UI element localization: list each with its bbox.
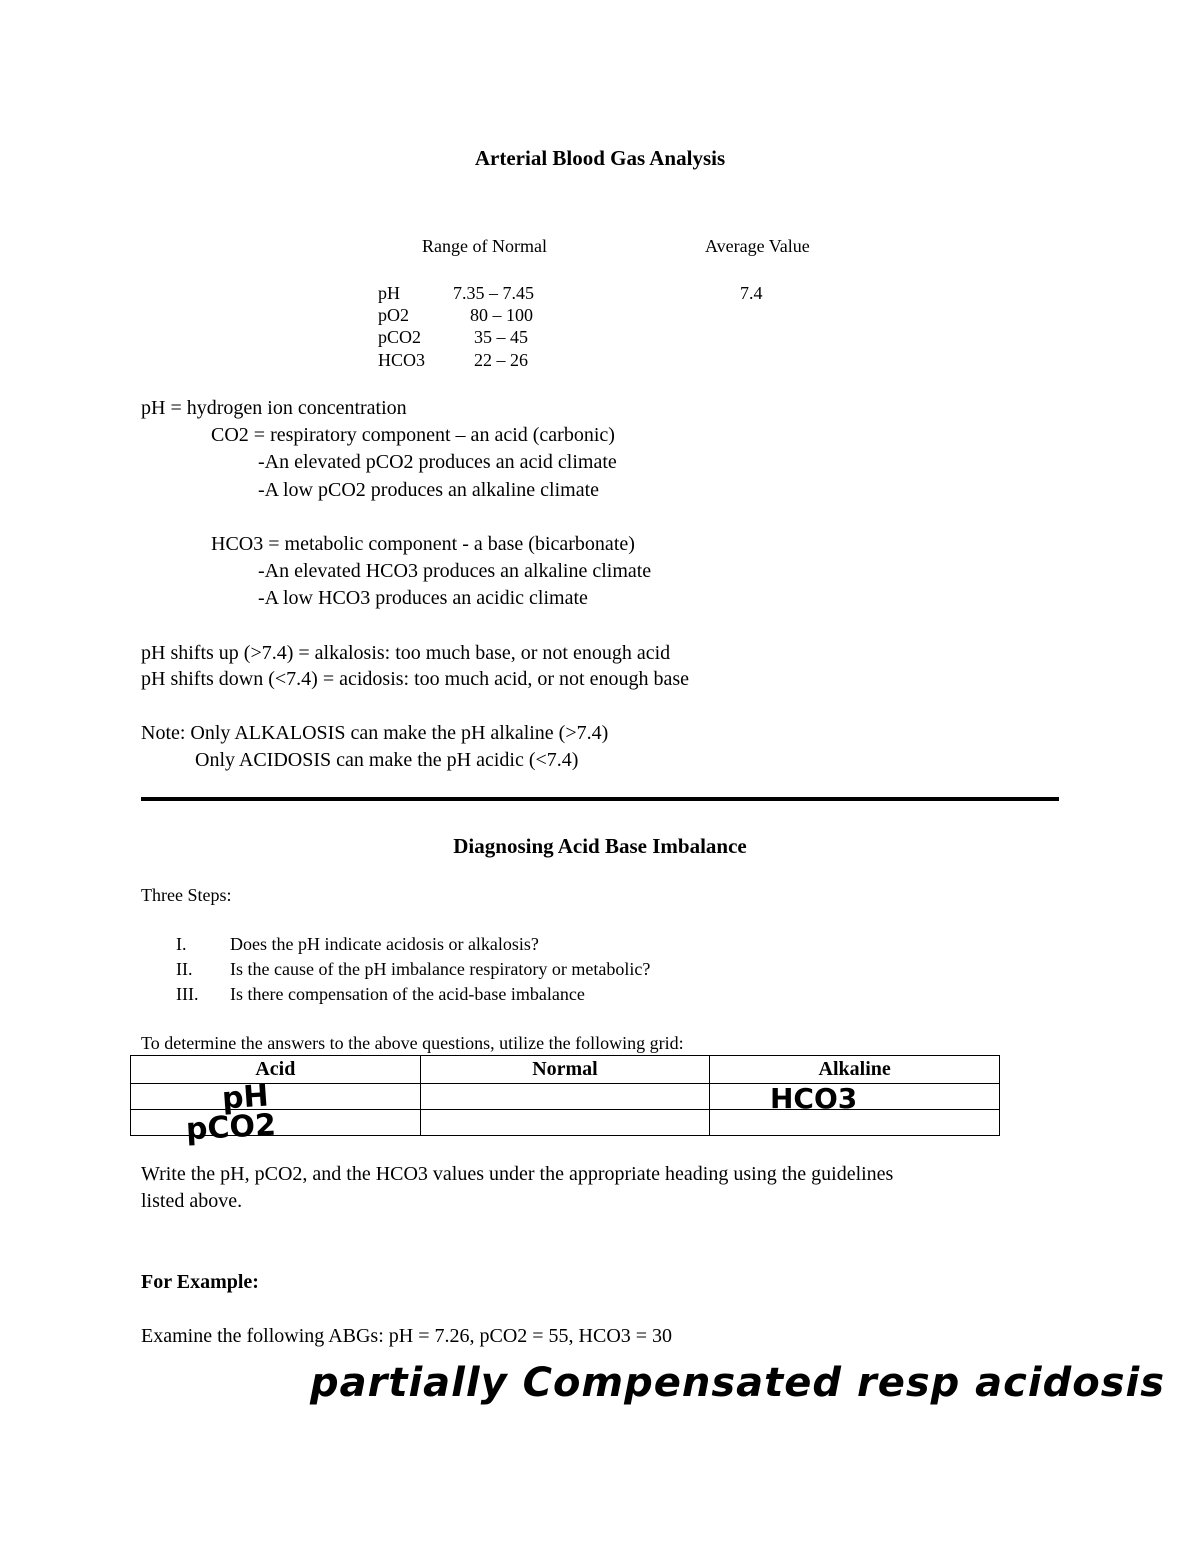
step-text: Does the pH indicate acidosis or alkalosis?	[230, 934, 539, 954]
grid-header-acid: Acid	[131, 1056, 421, 1084]
range-value: 35 – 45	[474, 327, 528, 347]
step-number: II.	[176, 959, 193, 979]
ph-definition: pH = hydrogen ion concentration	[141, 397, 407, 419]
range-label: pO2	[378, 305, 409, 325]
range-value: 7.35 – 7.45	[453, 283, 534, 303]
range-label: HCO3	[378, 350, 426, 370]
section-title: Diagnosing Acid Base Imbalance	[453, 834, 747, 858]
shift-up-note: pH shifts up (>7.4) = alkalosis: too much base, or not enough acid	[141, 642, 671, 664]
range-label: pCO2	[378, 327, 422, 347]
average-value: 7.4	[740, 283, 763, 303]
note-acidosis: Only ACIDOSIS can make the pH acidic (<7.4)	[195, 749, 579, 771]
handwritten-pco2: pCO2	[185, 1107, 277, 1148]
example-label: For Example:	[141, 1271, 259, 1293]
instruction-line: Write the pH, pCO2, and the HCO3 values under the appropriate heading using the guidelines	[141, 1163, 894, 1185]
page-title: Arterial Blood Gas Analysis	[474, 146, 726, 170]
co2-high-note: -An elevated pCO2 produces an acid climate	[258, 451, 617, 473]
co2-definition: CO2 = respiratory component – an acid (carbonic)	[211, 424, 615, 446]
grid-header-normal: Normal	[420, 1056, 710, 1084]
instruction-line: listed above.	[141, 1190, 243, 1212]
grid-cell	[131, 1084, 421, 1110]
range-value: 22 – 26	[474, 350, 528, 370]
step-text: Is there compensation of the acid-base imbalance	[230, 984, 585, 1004]
co2-low-note: -A low pCO2 produces an alkaline climate	[258, 479, 600, 501]
steps-label: Three Steps:	[141, 885, 232, 905]
handwritten-answer: partially Compensated resp acidosis	[310, 1360, 1166, 1406]
hco3-low-note: -A low HCO3 produces an acidic climate	[258, 587, 588, 609]
range-header: Range of Normal	[422, 236, 547, 256]
note-alkalosis: Note: Only ALKALOSIS can make the pH alkaline (>7.4)	[141, 722, 609, 744]
shift-down-note: pH shifts down (<7.4) = acidosis: too much acid, or not enough base	[141, 668, 690, 690]
step-number: III.	[176, 984, 199, 1004]
step-number: I.	[176, 934, 187, 954]
handwritten-ph: pH	[220, 1078, 270, 1117]
handwritten-hco3: HCO3	[770, 1082, 858, 1115]
grid-cell	[420, 1110, 710, 1136]
grid-header-alkaline: Alkaline	[710, 1056, 1000, 1084]
grid-intro: To determine the answers to the above questions, utilize the following grid:	[141, 1033, 684, 1053]
section-divider	[141, 797, 1059, 801]
grid-cell	[420, 1084, 710, 1110]
example-text: Examine the following ABGs: pH = 7.26, pCO2 = 55, HCO3 = 30	[141, 1325, 673, 1347]
range-value: 80 – 100	[470, 305, 533, 325]
average-header: Average Value	[705, 236, 810, 256]
step-text: Is the cause of the pH imbalance respiratory or metabolic?	[230, 959, 651, 979]
hco3-high-note: -An elevated HCO3 produces an alkaline climate	[258, 560, 652, 582]
range-label: pH	[378, 283, 400, 303]
hco3-definition: HCO3 = metabolic component - a base (bicarbonate)	[211, 533, 635, 555]
